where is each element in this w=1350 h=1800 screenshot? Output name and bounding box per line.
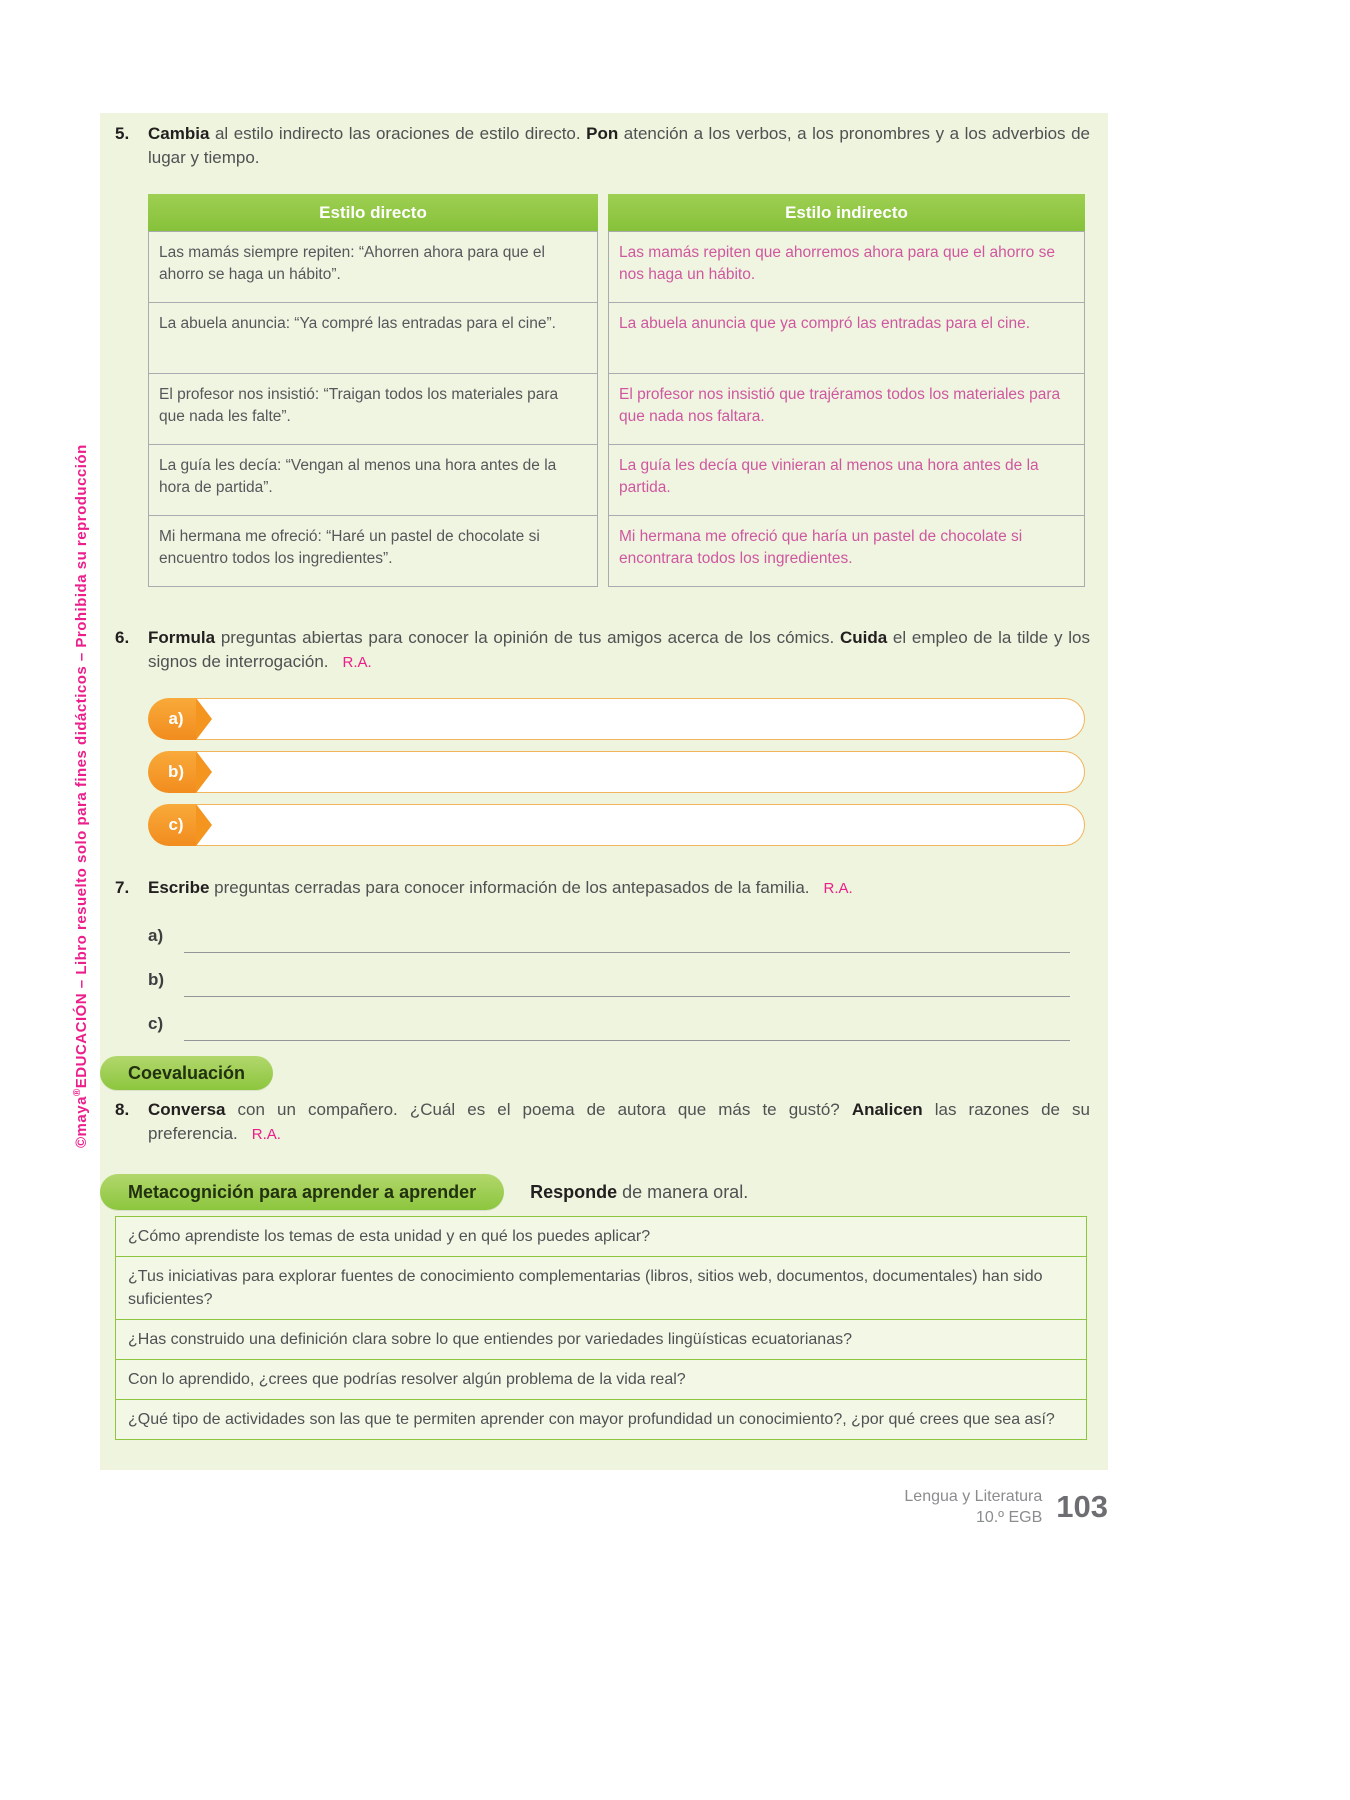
exercise-6-answer-boxes [148,698,1085,857]
metacognition-question-2: ¿Tus iniciativas para explorar fuentes de conocimiento complementarias (libros, sitios web, documentos, documentales) han sido suficientes? [115,1256,1087,1320]
write-line-row-c [148,1008,1070,1052]
indirect-answer-cell-3[interactable]: El profesor nos insistió que trajéramos todos los materiales para que nada nos faltara. [608,373,1085,445]
copyright-sidebar [72,444,90,1148]
exercise-7-write-lines [148,920,1070,1052]
coevaluation-badge [100,1056,273,1090]
exercise-5-number: 5. [115,124,130,143]
footer-grade: 10.º EGB [975,1509,1043,1526]
direct-cell-1: Las mamás siempre repiten: “Ahorren ahora para que el ahorro se haga un hábito”. [148,231,598,303]
answer-tag-a [148,698,196,740]
indirect-answer-cell-4[interactable]: La guía les decía que vinieran al menos una hora antes de la partida. [608,444,1085,516]
exercise-5-instruction: Cambia al estilo indirecto las oraciones de estilo directo. Pon atención a los verbos, a los pronombres y a los adverbios de lugar y tiempo. [148,124,1090,167]
metacognition-prompt: Responde de manera oral. [530,1181,749,1202]
answer-box-c[interactable] [176,804,1085,846]
answer-row-c [148,804,1085,846]
copyright-text: – Libro resuelto solo para fines didácticos – Prohibida su reproducción [73,444,90,993]
exercise-7-number: 7. [115,878,130,897]
write-line-row-a [148,920,1070,964]
column-header-direct: Estilo directo [148,194,598,232]
style-conversion-table [148,194,1085,587]
exercise-6-instruction: Formula preguntas abiertas para conocer la opinión de tus amigos acerca de los cómics. Cuida el empleo de la tilde y los signos de interrogación. R.A. [148,628,1090,671]
answer-label-a: a) [168,709,184,728]
metacognition-question-4: Con lo aprendido, ¿crees que podrías resolver algún problema de la vida real? [115,1359,1087,1400]
metacognition-question-list [115,1216,1087,1440]
metacognition-header [100,1174,1108,1210]
open-answer-mark: R.A. [342,654,372,671]
page-footer [840,1486,1108,1528]
exercise-7 [115,876,1090,901]
line-label-c: c) [148,1014,164,1033]
direct-cell-5: Mi hermana me ofreció: “Haré un pastel de chocolate si encuentro todos los ingredientes”. [148,515,598,587]
write-line-b[interactable] [184,996,1070,997]
exercise-8-instruction: Conversa con un compañero. ¿Cuál es el poema de autora que más te gustó? Analicen las razones de su preferencia. R.A. [148,1100,1091,1143]
open-answer-mark: R.A. [251,1126,281,1143]
answer-box-a[interactable] [176,698,1085,740]
answer-tag-b [148,751,196,793]
exercise-8 [115,1098,1090,1147]
exercise-6 [115,626,1090,675]
direct-cell-2: La abuela anuncia: “Ya compré las entradas para el cine”. [148,302,598,374]
write-line-a[interactable] [184,952,1070,953]
line-label-a: a) [148,926,164,945]
exercise-5 [115,122,1090,170]
exercise-8-number: 8. [115,1100,130,1119]
answer-box-b[interactable] [176,751,1085,793]
answer-label-c: c) [168,815,184,834]
exercise-6-number: 6. [115,628,130,647]
indirect-answer-cell-1[interactable]: Las mamás repiten que ahorremos ahora para que el ahorro se nos haga un hábito. [608,231,1085,303]
line-label-b: b) [148,970,165,989]
footer-subject-block [904,1486,1042,1528]
write-line-c[interactable] [184,1040,1070,1041]
indirect-answer-cell-5[interactable]: Mi hermana me ofreció que haría un pastel de chocolate si encontrara todos los ingredientes. [608,515,1085,587]
metacognition-question-1: ¿Cómo aprendiste los temas de esta unidad y en qué los puedes aplicar? [115,1216,1087,1257]
indirect-style-column [608,194,1085,587]
direct-cell-3: El profesor nos insistió: “Traigan todos los materiales para que nada les falte”. [148,373,598,445]
write-line-row-b [148,964,1070,1008]
metacognition-badge-label: Metacognición para aprender a aprender [128,1181,477,1202]
metacognition-question-5: ¿Qué tipo de actividades son las que te permiten aprender con mayor profundidad un conocimiento?, ¿por qué crees que sea así? [115,1399,1087,1440]
indirect-answer-cell-2[interactable]: La abuela anuncia que ya compró las entradas para el cine. [608,302,1085,374]
open-answer-mark: R.A. [823,880,853,897]
coevaluation-badge-label: Coevaluación [128,1062,246,1083]
direct-style-column [148,194,598,587]
page-number: 103 [1056,1489,1108,1524]
footer-subject: Lengua y Literatura [904,1488,1043,1505]
answer-row-a [148,698,1085,740]
answer-row-b [148,751,1085,793]
metacognition-question-3: ¿Has construido una definición clara sobre lo que entiendes por variedades lingüísticas ecuatorianas? [115,1319,1087,1360]
exercise-7-instruction: Escribe preguntas cerradas para conocer información de los antepasados de la familia. R.A. [148,878,853,897]
answer-tag-c [148,804,196,846]
direct-cell-4: La guía les decía: “Vengan al menos una hora antes de la hora de partida”. [148,444,598,516]
metacognition-badge [100,1174,504,1210]
column-header-indirect: Estilo indirecto [608,194,1085,232]
answer-label-b: b) [167,762,185,781]
publisher-logo: ©maya®EDUCACIÓN [72,992,90,1148]
